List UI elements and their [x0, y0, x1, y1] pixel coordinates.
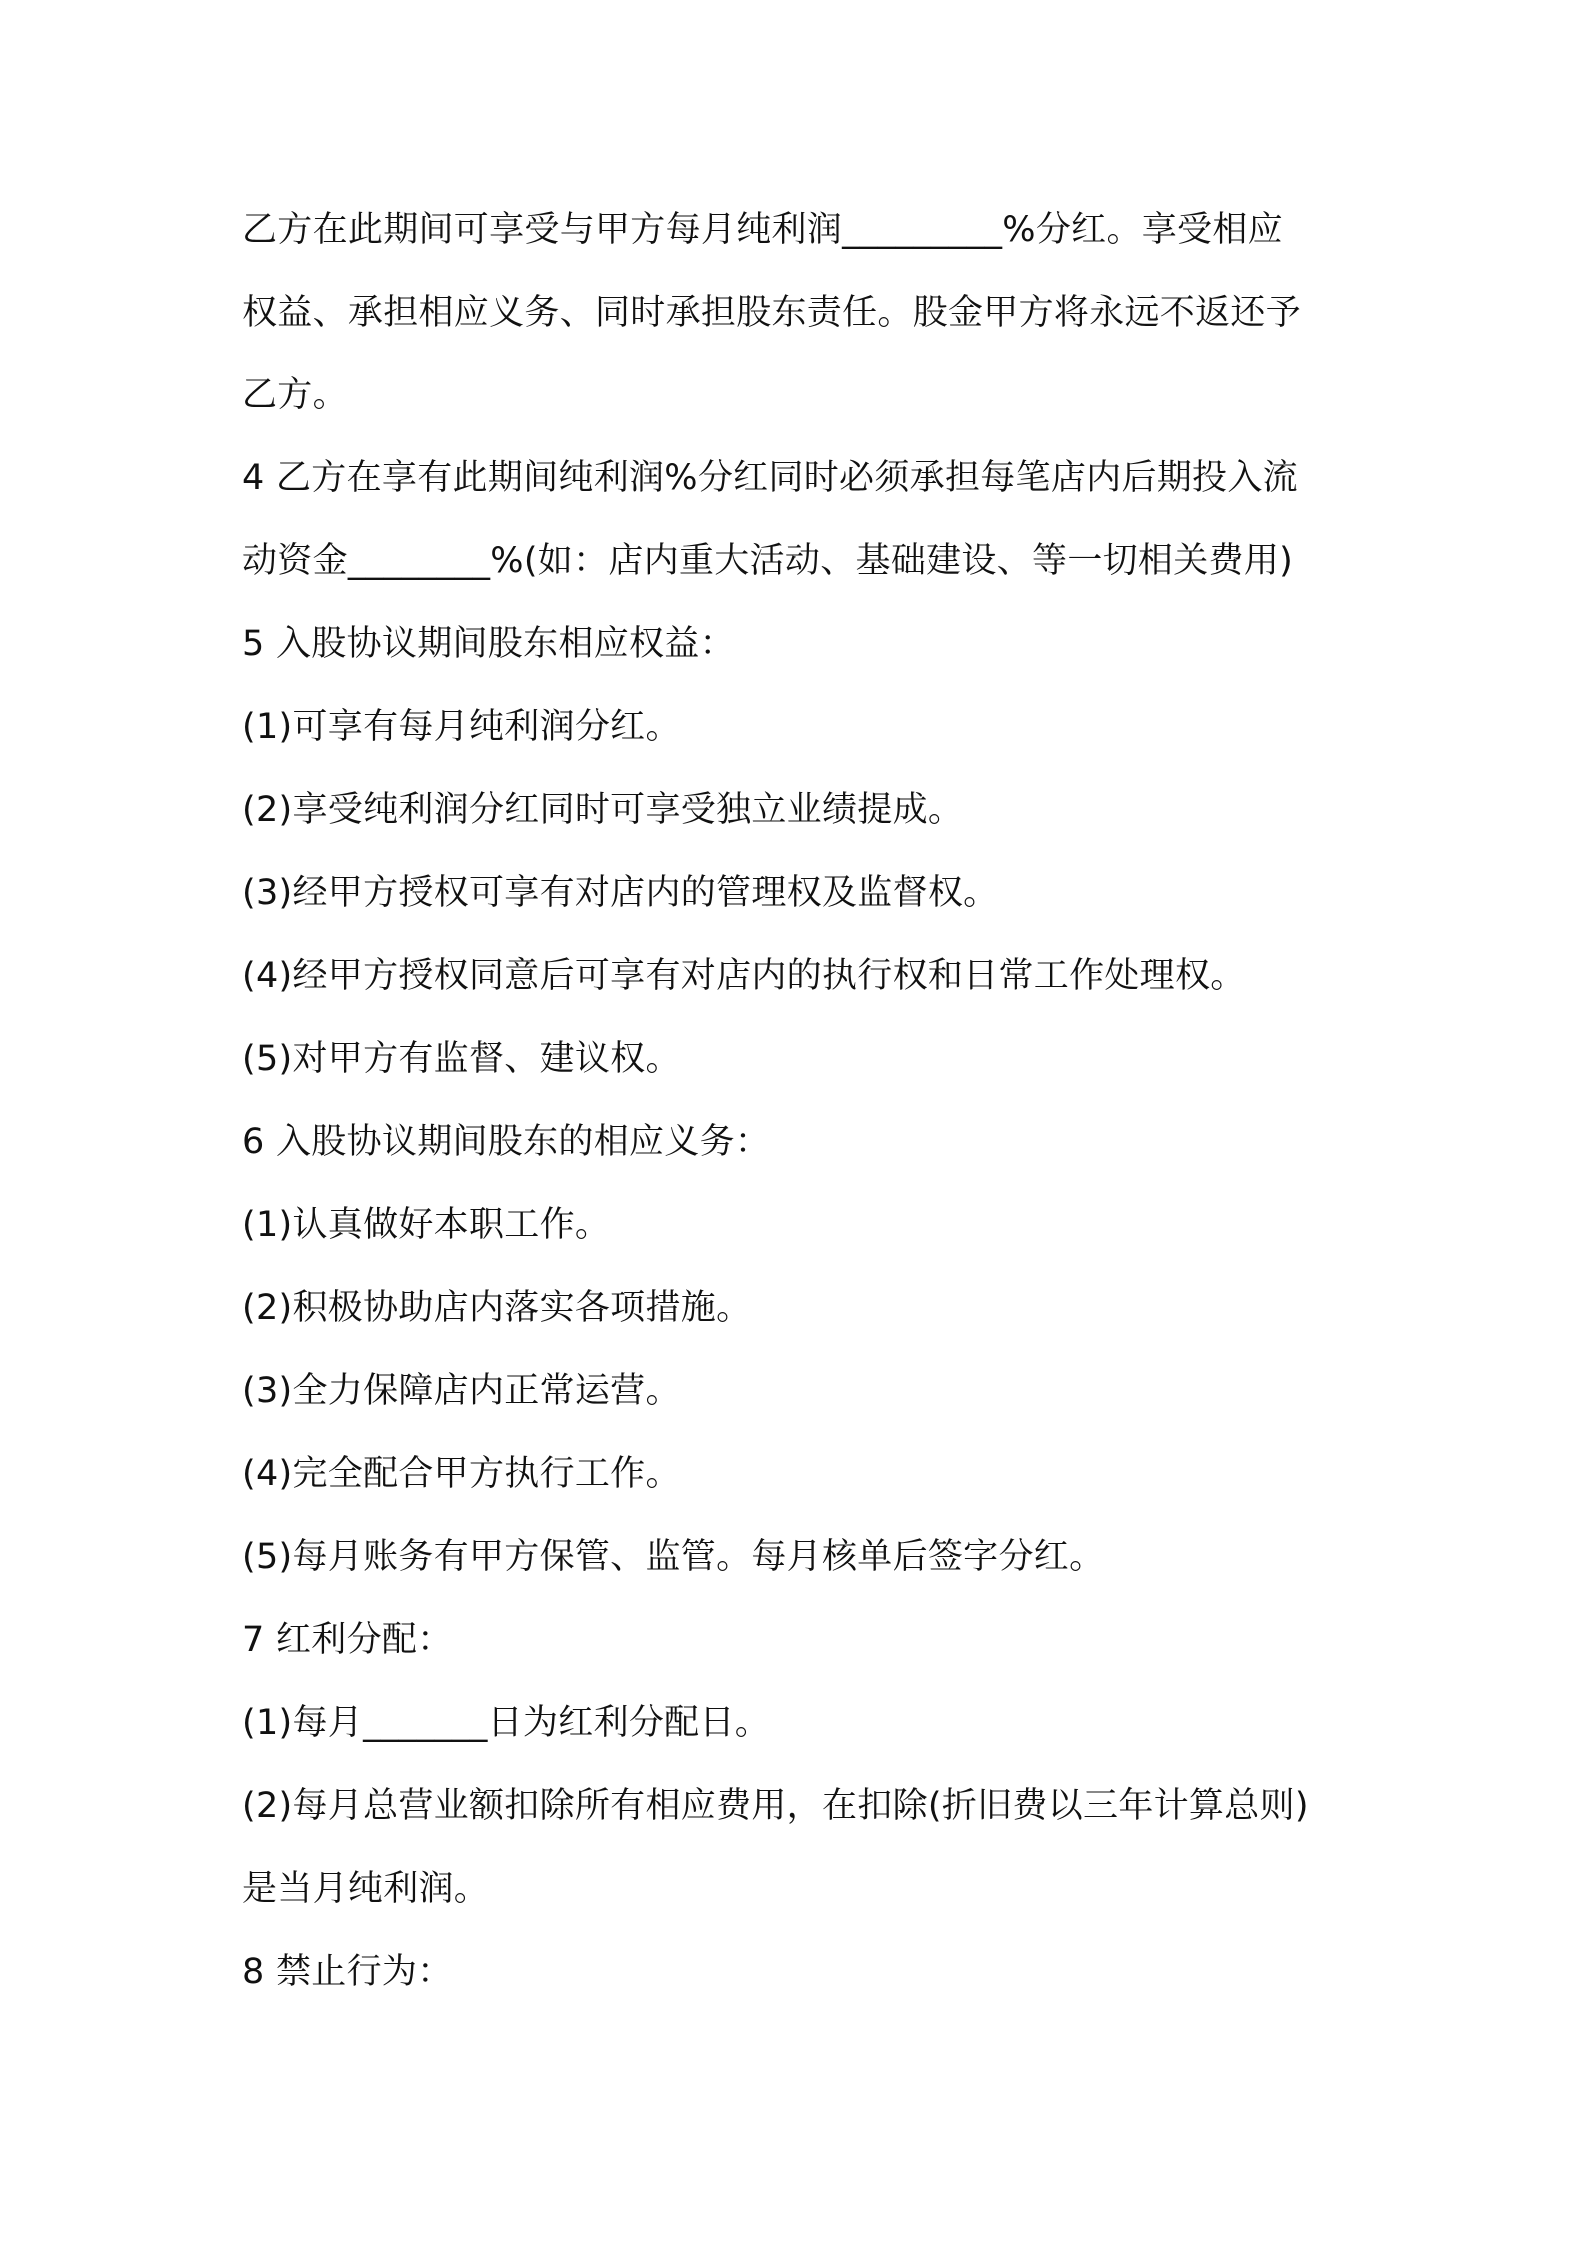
text-line: (1)可享有每月纯利润分红。: [242, 707, 681, 747]
text-line: 8 禁止行为：: [242, 1952, 453, 1992]
text-line: 乙方。: [242, 375, 348, 415]
text-line: 7 红利分配：: [242, 1620, 453, 1660]
text-line: 6 入股协议期间股东的相应义务：: [242, 1122, 771, 1162]
text-line: (5)对甲方有监督、建议权。: [242, 1039, 681, 1079]
text-line: 4 乙方在享有此期间纯利润%分红同时必须承担每笔店内后期投入流: [242, 458, 1298, 498]
text-line: (2)每月总营业额扣除所有相应费用，在扣除(折旧费以三年计算总则): [242, 1786, 1309, 1826]
text-line: (1)认真做好本职工作。: [242, 1205, 611, 1245]
text-line: (2)享受纯利润分红同时可享受独立业绩提成。: [242, 790, 964, 830]
text-line: 乙方在此期间可享受与甲方每月纯利润_________%分红。享受相应: [242, 210, 1283, 250]
text-line: (5)每月账务有甲方保管、监管。每月核单后签字分红。: [242, 1537, 1105, 1577]
text-line: (3)全力保障店内正常运营。: [242, 1371, 681, 1411]
text-line: (4)完全配合甲方执行工作。: [242, 1454, 681, 1494]
text-line: 是当月纯利润。: [242, 1869, 490, 1909]
text-line: (2)积极协助店内落实各项措施。: [242, 1288, 752, 1328]
text-line: (3)经甲方授权可享有对店内的管理权及监督权。: [242, 873, 999, 913]
text-line: 5 入股协议期间股东相应权益：: [242, 624, 735, 664]
text-line: 动资金________%(如：店内重大活动、基础建设、等一切相关费用): [242, 541, 1294, 581]
text-line: (1)每月_______日为红利分配日。: [242, 1703, 771, 1743]
text-line: (4)经甲方授权同意后可享有对店内的执行权和日常工作处理权。: [242, 956, 1246, 996]
text-line: 权益、承担相应义务、同时承担股东责任。股金甲方将永远不返还予: [242, 293, 1302, 333]
